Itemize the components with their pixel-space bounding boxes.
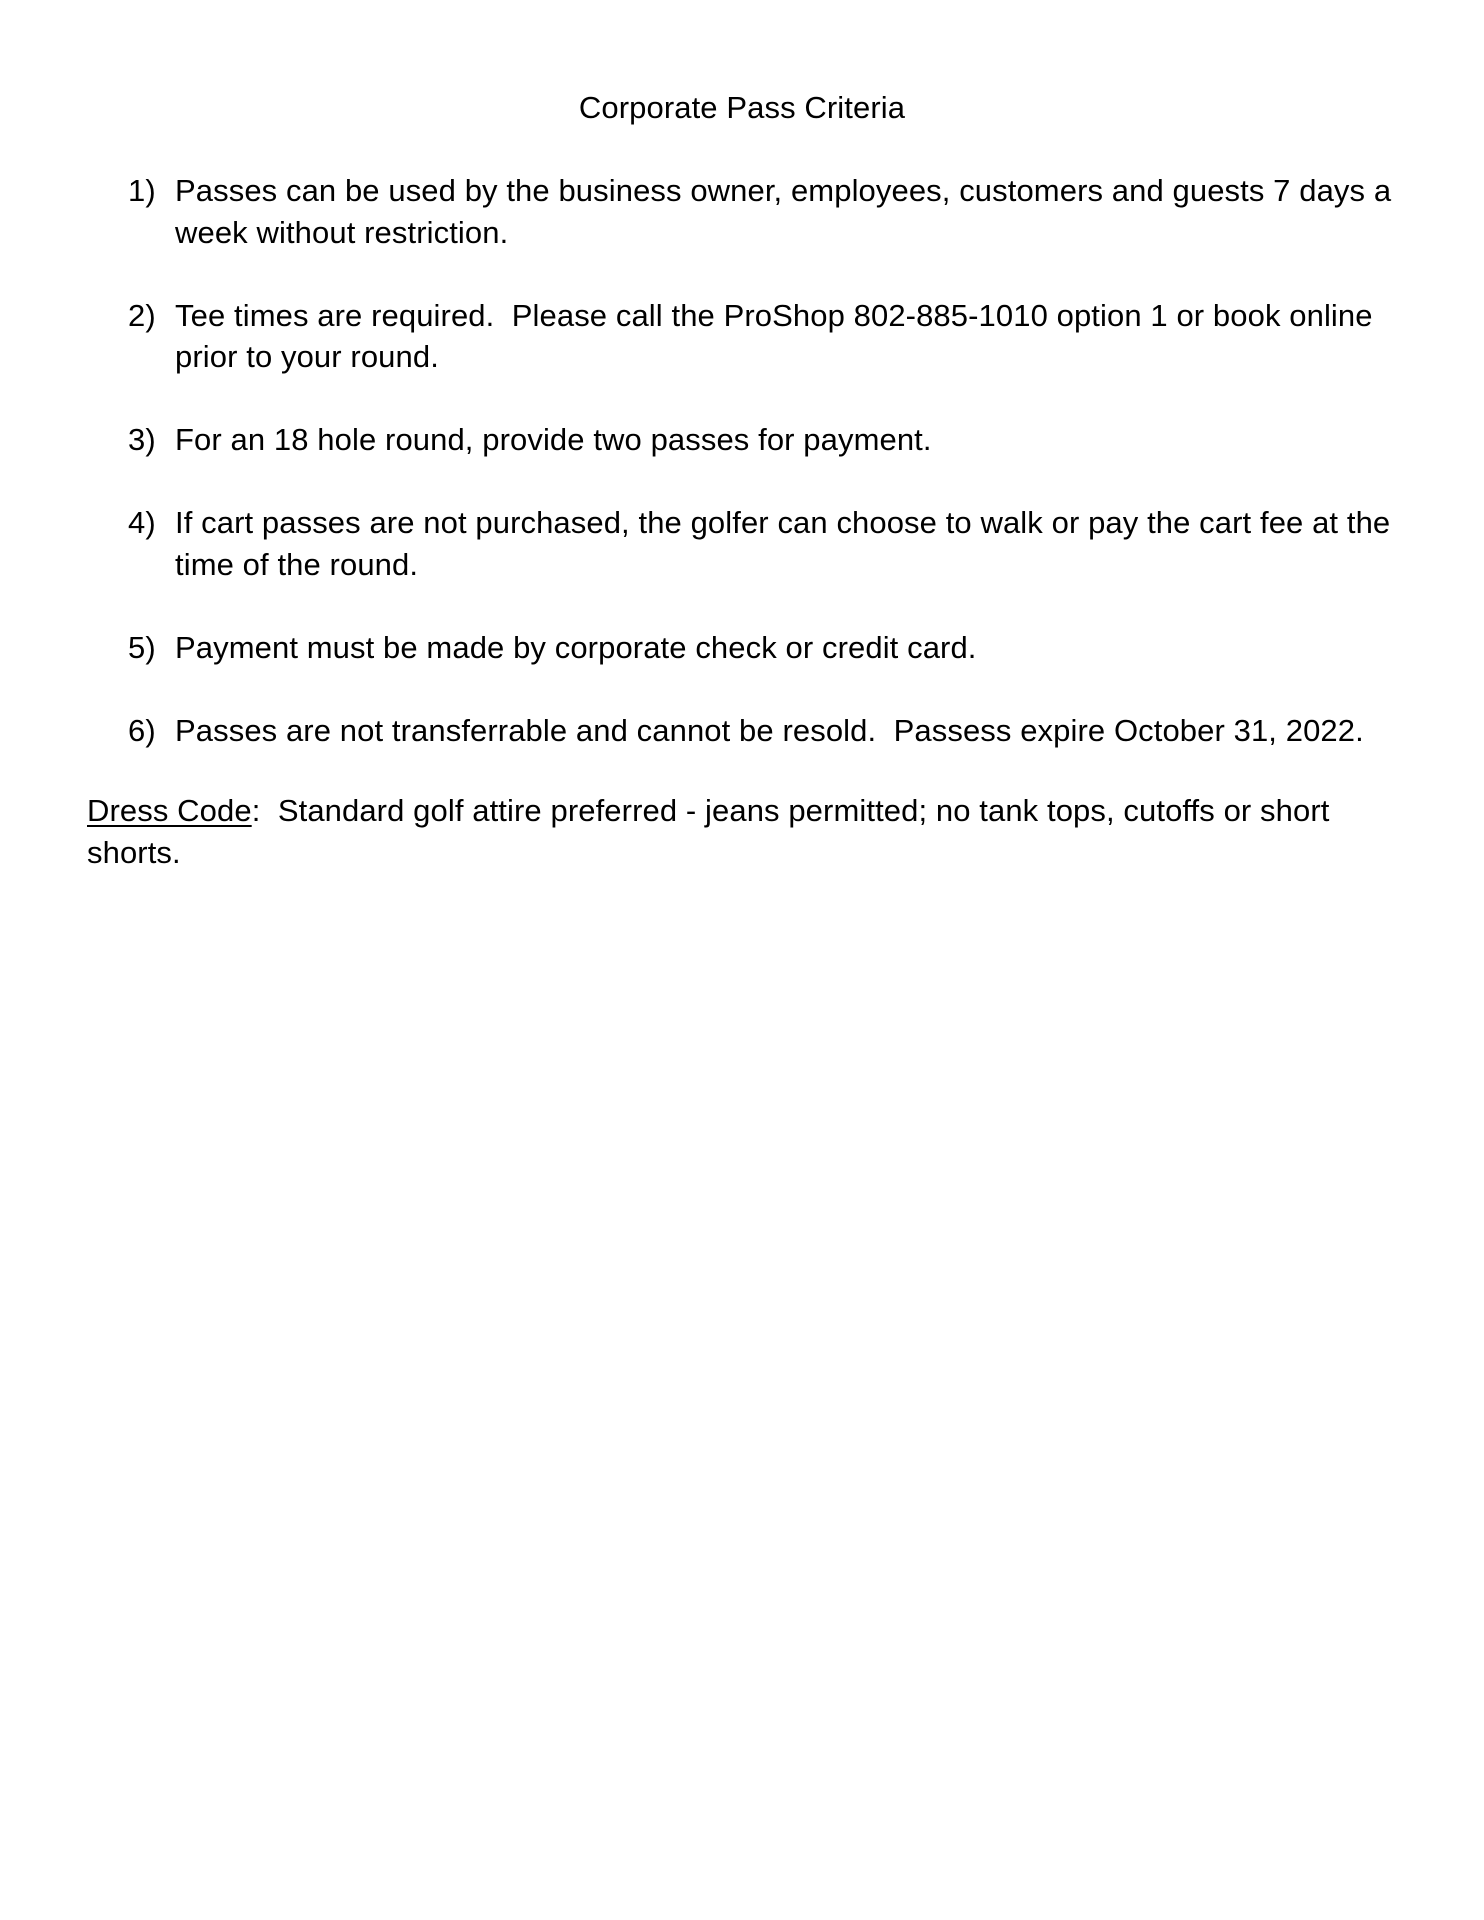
dress-code-paragraph xyxy=(87,790,1387,873)
dress-code-text: Standard golf attire preferred - jeans permitted; no tank tops, cutoffs or short shorts. xyxy=(87,793,1339,870)
criteria-number: 3) xyxy=(128,422,156,457)
criteria-text: Passes can be used by the business owner, employees, customers and guests 7 days a week without restriction. xyxy=(175,173,1392,250)
dress-code-separator: : xyxy=(251,793,261,828)
criteria-number: 4) xyxy=(128,505,156,540)
criteria-text: Payment must be made by corporate check or credit card. xyxy=(175,629,977,665)
criteria-list xyxy=(128,170,1398,751)
criteria-text: Passes are not transferrable and cannot be resold. Passess expire October 31, 2022. xyxy=(175,712,1364,748)
criteria-text: If cart passes are not purchased, the golfer can choose to walk or pay the cart fee at the time of the round. xyxy=(175,505,1391,582)
criteria-number: 5) xyxy=(128,629,156,665)
dress-code-label: Dress Code xyxy=(87,793,252,828)
document-title: Corporate Pass Criteria xyxy=(578,90,906,125)
criteria-item-3 xyxy=(128,419,1398,461)
criteria-item-1 xyxy=(128,170,1398,253)
criteria-number: 2) xyxy=(128,297,156,333)
criteria-item-6 xyxy=(128,710,1398,752)
criteria-number: 6) xyxy=(128,712,156,748)
criteria-item-4 xyxy=(128,502,1398,585)
criteria-item-2 xyxy=(128,295,1398,378)
criteria-item-5 xyxy=(128,627,1398,669)
criteria-text: Tee times are required. Please call the ProShop 802-885-1010 option 1 or book online prior to your round. xyxy=(175,297,1382,374)
criteria-text: For an 18 hole round, provide two passes for payment. xyxy=(175,422,932,457)
criteria-number: 1) xyxy=(128,173,156,208)
